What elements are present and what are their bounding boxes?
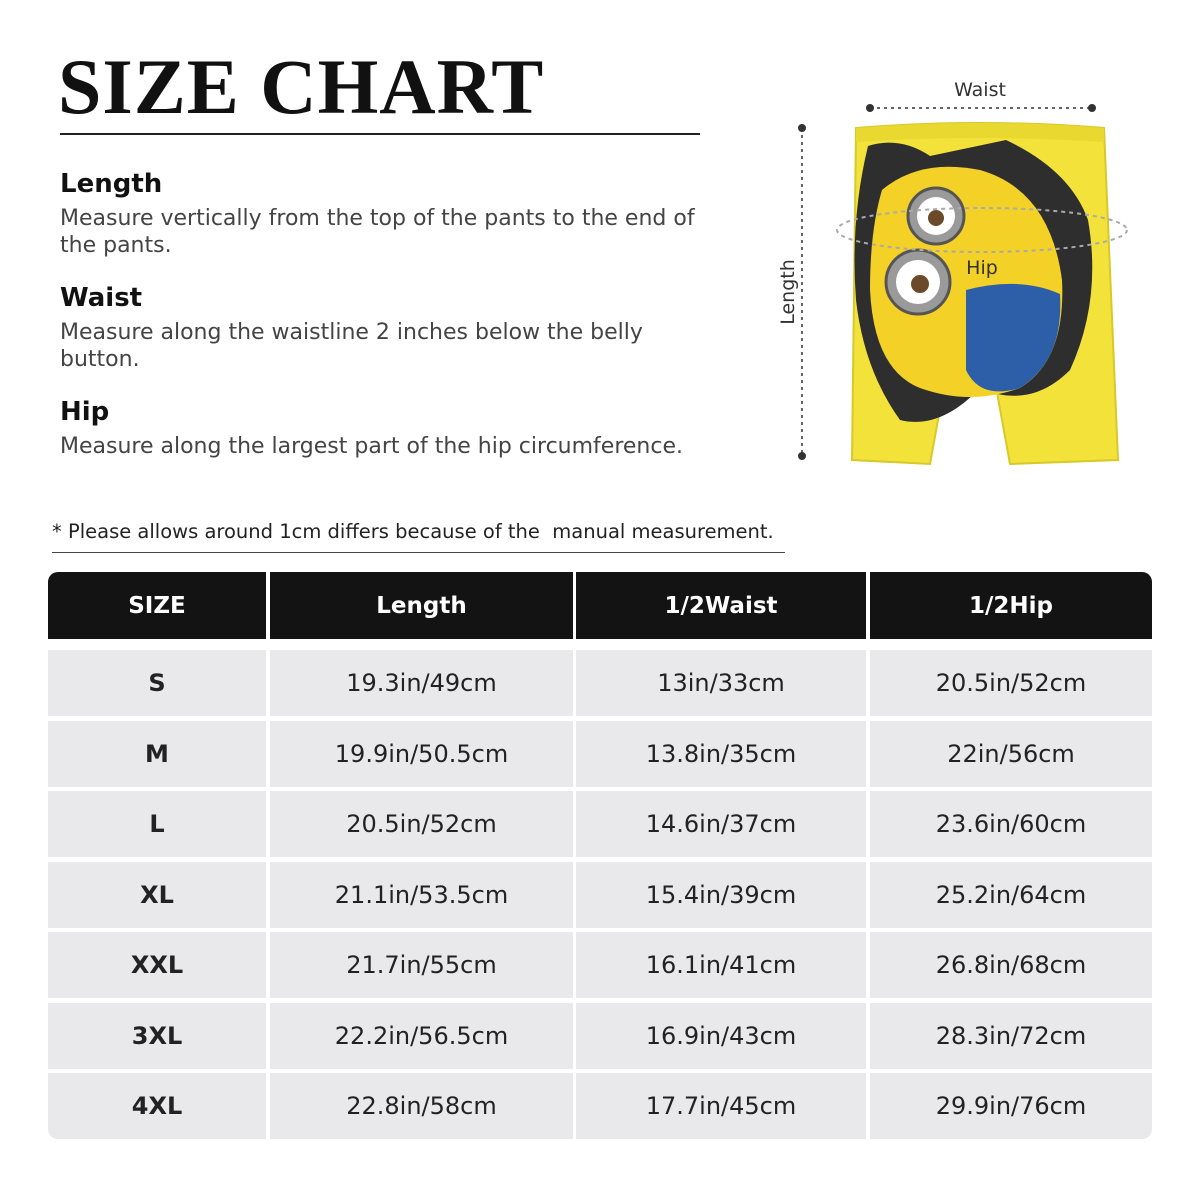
header-size: SIZE: [48, 572, 266, 639]
hip-heading: Hip: [60, 397, 110, 427]
table-row: [48, 650, 1152, 716]
length-section: [60, 170, 700, 259]
size-cell: S: [48, 650, 266, 716]
size-cell: L: [48, 791, 266, 857]
length-cell: 19.3in/49cm: [270, 650, 573, 716]
half-hip-cell: 22in/56cm: [870, 721, 1152, 787]
half-waist-cell: 13.8in/35cm: [576, 721, 866, 787]
half-waist-cell: 16.1in/41cm: [576, 932, 866, 998]
table-row: [48, 1003, 1152, 1069]
length-cell: 22.2in/56.5cm: [270, 1003, 573, 1069]
size-table: [48, 572, 1152, 1144]
length-cell: 21.7in/55cm: [270, 932, 573, 998]
size-cell: 4XL: [48, 1073, 266, 1139]
half-hip-cell: 26.8in/68cm: [870, 932, 1152, 998]
length-description: Measure vertically from the top of the pants to the end of the pants.: [60, 205, 695, 258]
table-row: [48, 1073, 1152, 1139]
shorts-illustration: [770, 70, 1150, 480]
half-waist-cell: 15.4in/39cm: [576, 862, 866, 928]
length-cell: 20.5in/52cm: [270, 791, 573, 857]
waist-label: Waist: [954, 79, 1006, 101]
half-waist-cell: 17.7in/45cm: [576, 1073, 866, 1139]
shorts-graphic: [837, 123, 1127, 464]
half-hip-cell: 29.9in/76cm: [870, 1073, 1152, 1139]
size-cell: XXL: [48, 932, 266, 998]
length-heading: Length: [60, 169, 163, 199]
length-cell: 22.8in/58cm: [270, 1073, 573, 1139]
half-hip-cell: 23.6in/60cm: [870, 791, 1152, 857]
measurement-note: * Please allows around 1cm differs because of the manual measurement.: [52, 520, 774, 543]
header-half-hip: 1/2Hip: [870, 572, 1152, 639]
hip-section: [60, 398, 700, 460]
page-title: SIZE CHART: [58, 43, 545, 130]
length-cell: 19.9in/50.5cm: [270, 721, 573, 787]
length-cell: 21.1in/53.5cm: [270, 862, 573, 928]
hip-label: Hip: [966, 257, 998, 279]
half-waist-cell: 16.9in/43cm: [576, 1003, 866, 1069]
note-divider: [52, 552, 785, 553]
size-cell: XL: [48, 862, 266, 928]
half-waist-cell: 14.6in/37cm: [576, 791, 866, 857]
table-header-row: [48, 572, 1152, 639]
table-row: [48, 791, 1152, 857]
waist-section: [60, 284, 700, 373]
hip-description: Measure along the largest part of the hip circumference.: [60, 433, 683, 459]
table-row: [48, 862, 1152, 928]
waist-description: Measure along the waistline 2 inches below the belly button.: [60, 319, 643, 372]
half-hip-cell: 20.5in/52cm: [870, 650, 1152, 716]
half-waist-cell: 13in/33cm: [576, 650, 866, 716]
header-length: Length: [270, 572, 573, 639]
table-row: [48, 932, 1152, 998]
size-cell: M: [48, 721, 266, 787]
half-hip-cell: 25.2in/64cm: [870, 862, 1152, 928]
length-label: Length: [777, 259, 799, 325]
title-divider: [60, 133, 700, 135]
header-half-waist: 1/2Waist: [576, 572, 866, 639]
waist-measure-line: [866, 104, 1096, 112]
half-hip-cell: 28.3in/72cm: [870, 1003, 1152, 1069]
table-row: [48, 721, 1152, 787]
size-cell: 3XL: [48, 1003, 266, 1069]
length-measure-line: [798, 124, 806, 460]
waist-heading: Waist: [60, 283, 143, 313]
